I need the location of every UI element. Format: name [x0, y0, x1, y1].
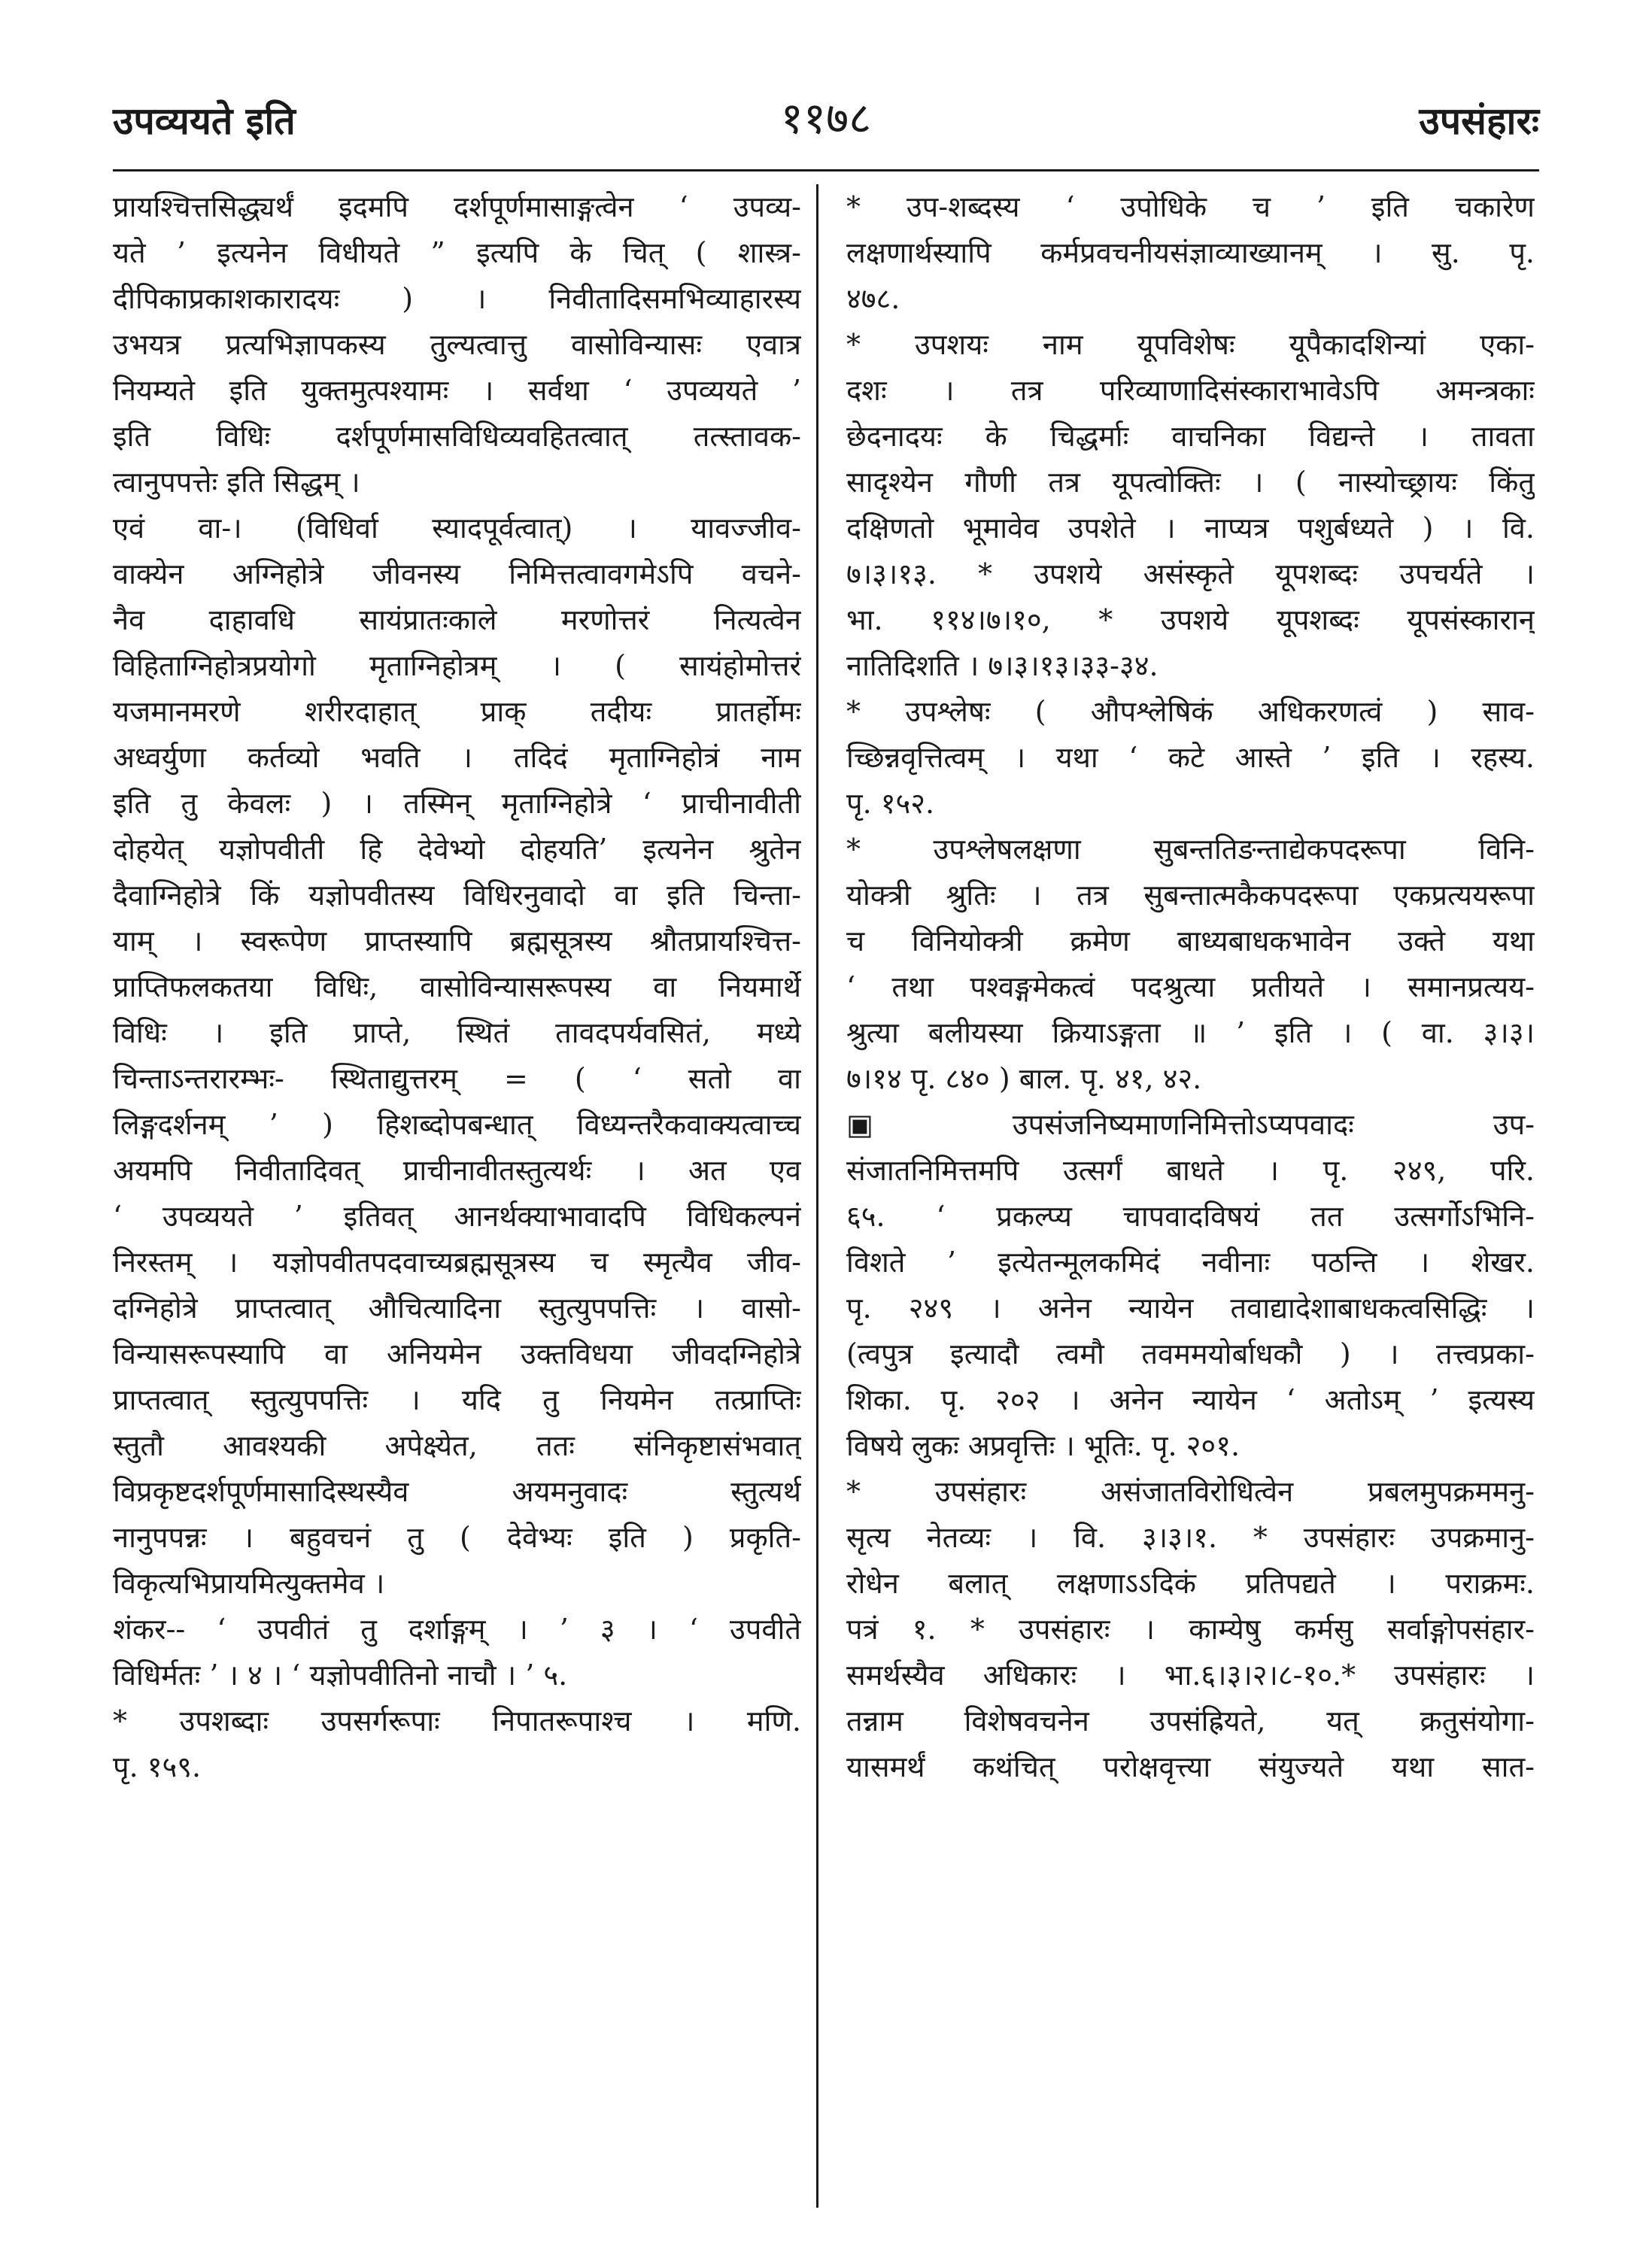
text-line: अध्वर्युणा कर्तव्यो भवति । तदिदं मृताग्निहोत्रं नाम: [113, 741, 801, 774]
text-line: विधिर्मतः ’ । ४ । ‘ यज्ञोपवीतिनो नाचौ । ’ ५.: [113, 1659, 568, 1692]
text-line: विषये लुकः अप्रवृत्तिः । भूतिः. पृ. २०१.: [846, 1429, 1241, 1462]
text-line: च्छिन्नवृत्तित्वम् । यथा ‘ कटे आस्ते ’ इति । रहस्य.: [846, 741, 1535, 774]
text-line: एवं वा-। (विधिर्वा स्यादपूर्वत्वात्) । यावज्जीव-: [113, 511, 801, 545]
text-line: दक्षिणतो भूमावेव उपशेते । नाप्यत्र पशुर्बध्यते ) । वि.: [846, 511, 1535, 545]
text-line: संजातनिमित्तमपि उत्सर्गं बाधते । पृ. २४९, परि.: [846, 1154, 1535, 1187]
text-line: विकृत्यभिप्रायमित्युक्तमेव ।: [113, 1567, 385, 1600]
text-line: लक्षणार्थस्यापि कर्मप्रवचनीयसंज्ञाव्याख्यानम् । सु. पृ.: [846, 236, 1535, 269]
text-line: यते ’ इत्यनेन विधीयते ” इत्यपि के चित् ( शास्त्र-: [113, 236, 801, 269]
text-line: * उप-शब्दस्य ‘ उपोधिके च ’ इति चकारेण: [846, 190, 1535, 223]
text-line: शिका. पृ. २०२ । अनेन न्यायेन ‘ अतोऽम् ’ इत्यस्य: [846, 1383, 1535, 1416]
header-rule: [113, 169, 1539, 171]
text-line: नानुपपन्नः । बहुवचनं तु ( देवेभ्यः इति ) प्रकृति-: [113, 1521, 801, 1554]
text-line: विप्रकृष्टदर्शपूर्णमासादिस्थस्यैव अयमनुवादः स्तुत्यर्थ: [113, 1475, 801, 1508]
text-line: ७।३।१३. * उपशये असंस्कृते यूपशब्दः उपचर्यते ।: [846, 557, 1535, 590]
text-line: सृत्य नेतव्यः । वि. ३।३।१. * उपसंहारः उपक्रमानु-: [846, 1521, 1535, 1554]
text-line: ६५. ‘ प्रकल्प्य चापवादविषयं तत उत्सर्गोऽभिनि-: [846, 1200, 1535, 1233]
text-line: इति तु केवलः ) । तस्मिन् मृताग्निहोत्रे ‘ प्राचीनावीती: [113, 787, 801, 820]
text-line: छेदनादयः के चिद्धर्माः वाचनिका विद्यन्ते । तावता: [846, 420, 1535, 453]
left-column: [113, 184, 801, 2215]
text-line: पृ. १५९.: [113, 1750, 202, 1783]
text-line: त्वानुपपत्तेः इति सिद्धम् ।: [113, 466, 360, 499]
text-line: पृ. २४९ । अनेन न्यायेन तवाद्यादेशाबाधकत्वसिद्धिः ।: [846, 1291, 1535, 1325]
text-line: निरस्तम् । यज्ञोपवीतपदवाच्यब्रह्मसूत्रस्य च स्मृत्यैव जीव-: [113, 1246, 801, 1279]
text-line: दोहयेत् यज्ञोपवीती हि देवेभ्यो दोहयति’ इत्यनेन श्रुतेन: [113, 833, 801, 866]
text-line: दैवाग्निहोत्रे किं यज्ञोपवीतस्य विधिरनुवादो वा इति चिन्ता-: [113, 879, 801, 912]
text-line: नातिदिशति । ७।३।१३।३३-३४.: [846, 649, 1159, 682]
text-line: नियम्यते इति युक्तमुत्पश्यामः । सर्वथा ‘ उपव्ययते ’: [113, 374, 801, 407]
text-line: इति विधिः दर्शपूर्णमासविधिव्यवहितत्वात् तत्स्तावक-: [113, 420, 801, 453]
text-line: प्रायश्चित्तसिद्ध्यर्थं इदमपि दर्शपूर्णमासाङ्गत्वेन ‘ उपव्य-: [113, 190, 801, 223]
text-line: विन्यासरूपस्यापि वा अनियमेन उक्तविधया जीवदग्निहोत्रे: [113, 1337, 801, 1370]
text-line: * उपश्लेषः ( औपश्लेषिकं अधिकरणत्वं ) साव-: [846, 695, 1535, 728]
text-line: ४७८.: [846, 282, 900, 315]
text-line: प्राप्तिफलकतया विधिः, वासोविन्यासरूपस्य वा नियमार्थे: [113, 970, 801, 1003]
text-line: नैव दाहावधि सायंप्रातःकाले मरणोत्तरं नित्यत्वेन: [113, 603, 801, 636]
text-line: रोधेन बलात् लक्षणाऽऽदिकं प्रतिपद्यते । पराक्रमः.: [846, 1567, 1535, 1600]
text-line: तन्नाम विशेषवचनेन उपसंह्रियते, यत् क्रतुसंयोगा-: [846, 1704, 1535, 1738]
text-line: लिङ्गदर्शनम् ’ ) हिशब्दोपबन्धात् विध्यन्तरैकवाक्यत्वाच्च: [113, 1108, 801, 1141]
column-divider: [816, 184, 818, 2208]
text-line: यजमानमरणे शरीरदाहात् प्राक् तदीयः प्रातर्होमः: [113, 695, 801, 728]
text-line: ▣ उपसंजनिष्यमाणनिमित्तोऽप्यपवादः उप-: [846, 1108, 1535, 1141]
text-line: दीपिकाप्रकाशकारादयः ) । निवीतादिसमभिव्याहारस्य: [113, 282, 801, 315]
header-left-keyword: उपव्ययते इति: [113, 99, 296, 143]
text-line: योक्त्री श्रुतिः । तत्र सुबन्तात्मकैकपदरूपा एकप्रत्ययरूपा: [846, 879, 1535, 912]
text-line: दशः । तत्र परिव्याणादिसंस्काराभावेऽपि अमन्त्रकाः: [846, 374, 1535, 407]
text-line: यासमर्थं कथंचित् परोक्षवृत्त्या संयुज्यते यथा सात-: [846, 1750, 1535, 1783]
page-number: ११७८: [780, 93, 872, 144]
text-line: ‘ तथा पश्वङ्गमेकत्वं पदश्रुत्या प्रतीयते । समानप्रत्यय-: [846, 970, 1535, 1003]
text-line: सादृश्येन गौणी तत्र यूपत्वोक्तिः । ( नास्योच्छ्रायः किंतु: [846, 466, 1535, 499]
text-line: च विनियोक्त्री क्रमेण बाध्यबाधकभावेन उक्ते यथा: [846, 924, 1535, 958]
text-line: याम् । स्वरूपेण प्राप्तस्यापि ब्रह्मसूत्रस्य श्रौतप्रायश्चित्त-: [113, 924, 801, 958]
text-line: ‘ उपव्ययते ’ इतिवत् आनर्थक्याभावादपि विधिकल्पनं: [113, 1200, 801, 1233]
text-line: (त्वपुत्र इत्यादौ त्वमौ तवममयोर्बाधकौ ) । तत्त्वप्रका-: [846, 1337, 1535, 1370]
text-line: श्रुत्या बलीयस्या क्रियाऽङ्गता ॥ ’ इति । ( वा. ३।३।: [846, 1016, 1535, 1049]
text-line: समर्थस्यैव अधिकारः । भा.६।३।२।८-१०.* उपसंहारः ।: [846, 1659, 1535, 1692]
text-line: पृ. १५२.: [846, 787, 935, 820]
text-line: वाक्येन अग्निहोत्रे जीवनस्य निमित्तत्वावगमेऽपि वचने-: [113, 557, 801, 590]
text-line: विशते ’ इत्येतन्मूलकमिदं नवीनाः पठन्ति । शेखर.: [846, 1246, 1535, 1279]
text-line: पत्रं १. * उपसंहारः । काम्येषु कर्मसु सर्वाङ्गोपसंहार-: [846, 1613, 1535, 1646]
text-line: भा. ११४।७।१०, * उपशये यूपशब्दः यूपसंस्कारान्: [846, 603, 1535, 636]
text-line: दग्निहोत्रे प्राप्तत्वात् औचित्यादिना स्तुत्युपपत्तिः । वासो-: [113, 1291, 801, 1325]
text-line: उभयत्र प्रत्यभिज्ञापकस्य तुल्यत्वात्तु वासोविन्यासः एवात्र: [113, 328, 801, 361]
text-line: प्राप्तत्वात् स्तुत्युपपत्तिः । यदि तु नियमेन तत्प्राप्तिः: [113, 1383, 801, 1416]
text-line: अयमपि निवीतादिवत् प्राचीनावीतस्तुत्यर्थः । अत एव: [113, 1154, 801, 1187]
header-right-keyword: उपसंहारः: [1419, 99, 1539, 143]
right-column: [846, 184, 1535, 2215]
text-line: ७।१४ पृ. ८४० ) बाल. पृ. ४१, ४२.: [846, 1062, 1202, 1095]
text-line: * उपशब्दाः उपसर्गरूपाः निपातरूपाश्च । मणि.: [113, 1704, 801, 1738]
text-line: स्तुतौ आवश्यकी अपेक्ष्येत, ततः संनिकृष्टासंभवात्: [113, 1429, 801, 1462]
text-line: * उपश्लेषलक्षणा सुबन्ततिङन्ताद्येकपदरूपा विनि-: [846, 833, 1535, 866]
page-header: [113, 79, 1539, 147]
text-line: विहिताग्निहोत्रप्रयोगो मृताग्निहोत्रम् । ( सायंहोमोत्तरं: [113, 649, 801, 682]
text-line: विधिः । इति प्राप्ते, स्थितं तावदपर्यवसितं, मध्ये: [113, 1016, 801, 1049]
text-line: चिन्ताऽन्तरारम्भः- स्थिताद्युत्तरम् = ( ‘ सतो वा: [113, 1062, 801, 1095]
text-line: * उपसंहारः असंजातविरोधित्वेन प्रबलमुपक्रममनु-: [846, 1475, 1535, 1508]
text-line: * उपशयः नाम यूपविशेषः यूपैकादशिन्यां एका-: [846, 328, 1535, 361]
text-line: शंकर-- ‘ उपवीतं तु दर्शाङ्गम् । ’ ३ । ‘ उपवीते: [113, 1613, 801, 1646]
